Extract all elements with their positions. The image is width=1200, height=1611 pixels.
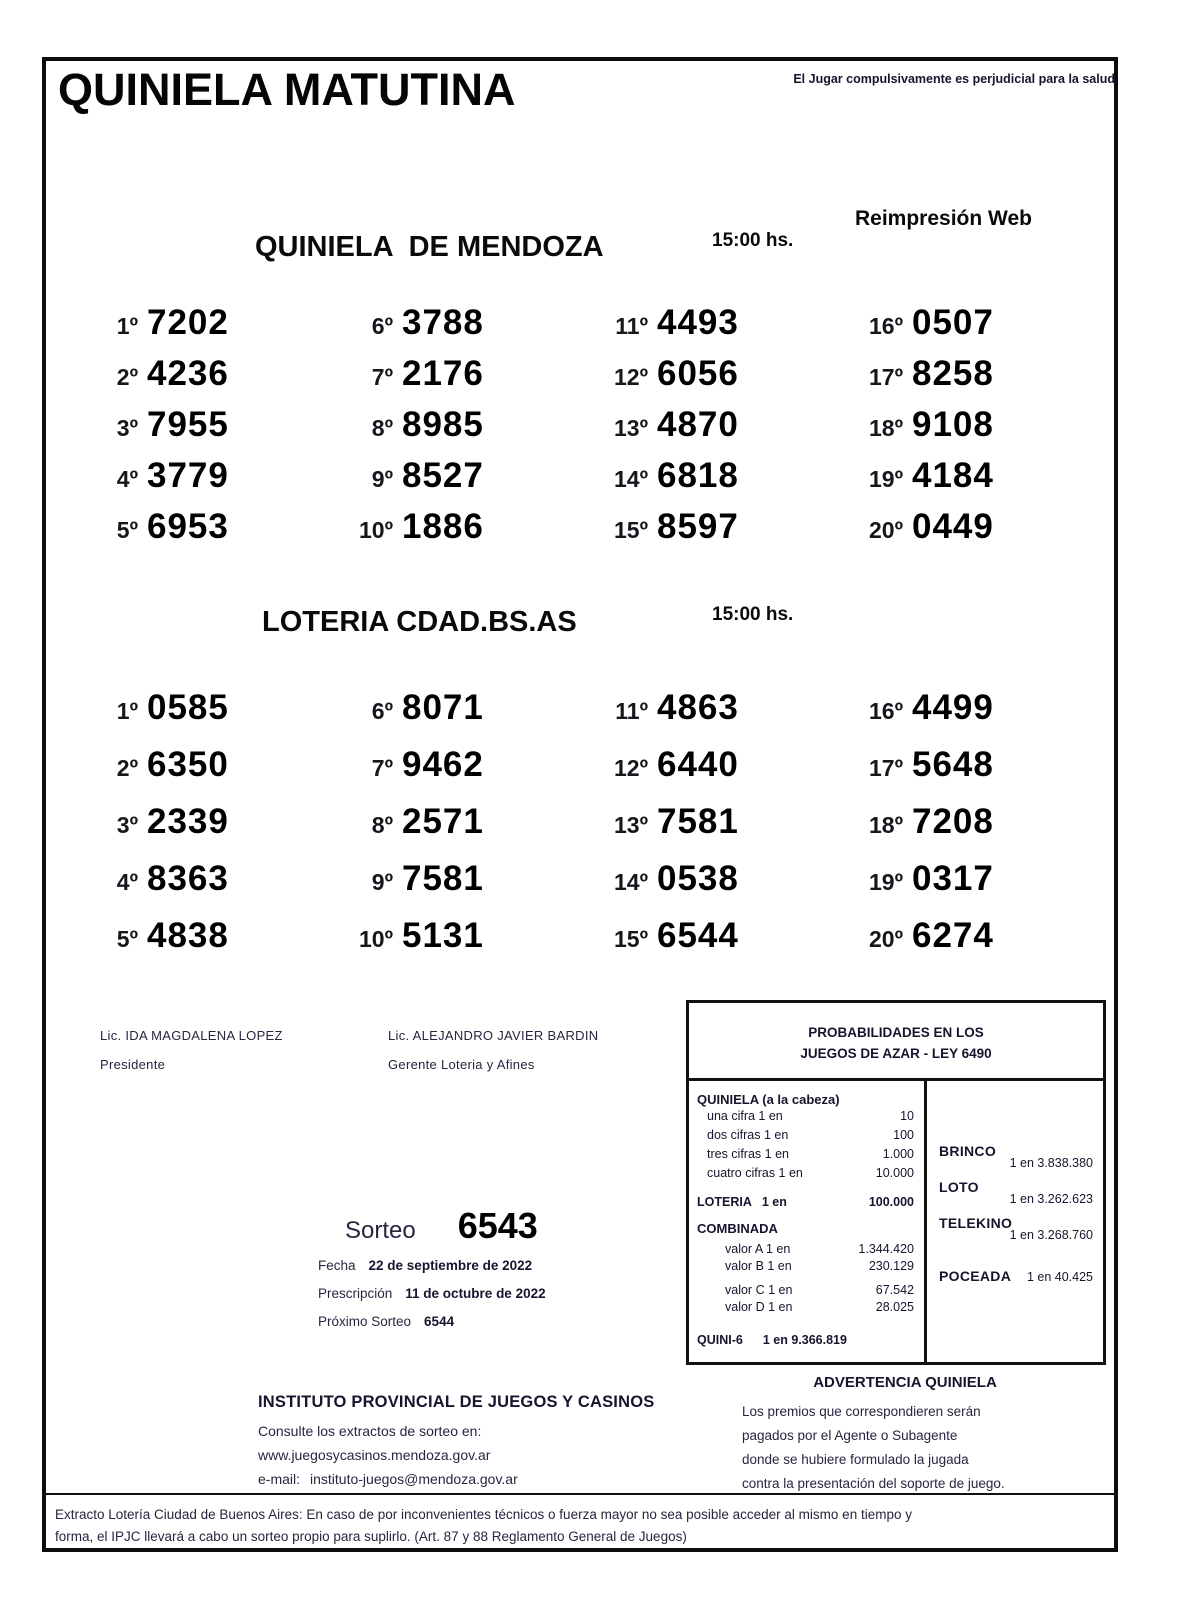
result-cell [847,354,1102,405]
result-position: 17º [869,364,903,390]
advertencia-line: contra la presentación del soporte de juego. [742,1476,1005,1491]
probabilities-left-column [689,1081,927,1362]
odds-value: 10 [900,1109,914,1123]
result-position: 2º [116,364,138,390]
result-position: 13º [614,415,648,441]
footer-divider [46,1493,1114,1495]
result-position: 7º [371,755,393,781]
result-cell [592,507,847,558]
odds-row [697,1145,914,1164]
result-cell [847,916,1102,973]
result-position: 16º [869,698,903,724]
loteria-odds-row [697,1193,914,1212]
section-title-bsas: LOTERIA CDAD.BS.AS [262,606,577,638]
result-position: 4º [116,466,138,492]
result-number: 6953 [147,507,229,546]
result-number: 9108 [912,405,994,444]
result-cell [337,802,592,859]
odds-value: 1 en 40.425 [1026,1270,1093,1284]
odds-label: una cifra 1 en [707,1109,783,1123]
probabilities-right-column [927,1081,1103,1362]
result-cell [337,354,592,405]
odds-value: 100 [893,1128,914,1142]
email-label: e-mail: [258,1471,301,1487]
institute-block [258,1393,654,1491]
result-number: 3779 [147,456,229,495]
result-cell [337,859,592,916]
signatory-name: Lic. ALEJANDRO JAVIER BARDIN [388,1028,599,1043]
result-position: 14º [614,869,648,895]
page-title: QUINIELA MATUTINA [58,64,516,115]
odds-value: 1.000 [882,1147,914,1161]
result-cell [592,802,847,859]
odds-value: 67.542 [875,1283,914,1297]
result-position: 15º [614,517,648,543]
result-number: 6350 [147,745,229,784]
result-position: 18º [869,812,903,838]
odds-label: valor D 1 en [725,1300,793,1314]
result-number: 7202 [147,303,229,342]
result-number: 6544 [657,916,739,955]
result-cell [592,456,847,507]
result-number: 0449 [912,507,994,546]
result-number: 4236 [147,354,229,393]
result-position: 2º [116,755,138,781]
draw-number-row [345,1205,538,1247]
result-position: 12º [614,755,648,781]
sorteo-label: Sorteo [345,1217,416,1244]
result-number: 0317 [912,859,994,898]
result-number: 0538 [657,859,739,898]
email-link[interactable]: instituto-juegos@mendoza.gov.ar [310,1471,518,1487]
result-cell [82,456,337,507]
result-position: 8º [371,415,393,441]
result-number: 6440 [657,745,739,784]
consult-line: Consulte los extractos de sorteo en: [258,1423,482,1439]
odds-label: valor B 1 en [725,1259,792,1273]
result-number: 7581 [402,859,484,898]
result-cell [592,916,847,973]
odds-row [697,1258,914,1275]
result-number: 6818 [657,456,739,495]
signatory-name: Lic. IDA MAGDALENA LOPEZ [100,1028,283,1043]
result-number: 8363 [147,859,229,898]
game-name: POCEADA [939,1268,1012,1284]
result-position: 11º [615,313,648,339]
result-number: 3788 [402,303,484,342]
result-position: 20º [869,926,903,952]
odds-value: 230.129 [868,1259,914,1273]
result-cell [82,354,337,405]
result-cell [82,405,337,456]
probabilities-box [686,1000,1106,1365]
game-name: TELEKINO [939,1215,1013,1231]
result-number: 4863 [657,688,739,727]
odds-label: cuatro cifras 1 en [707,1166,803,1180]
website-link[interactable]: www.juegosycasinos.mendoza.gov.ar [258,1447,491,1463]
result-cell [337,688,592,745]
result-position: 19º [869,869,903,895]
odds-value: 100.000 [868,1195,914,1209]
result-number: 4184 [912,456,994,495]
result-number: 8597 [657,507,739,546]
sorteo-number: 6543 [457,1205,538,1246]
result-cell [337,507,592,558]
result-cell [592,405,847,456]
advertencia-text [742,1400,1005,1496]
probabilities-title-line1: PROBABILIDADES EN LOS [808,1025,984,1040]
result-position: 5º [116,926,138,952]
advertencia-line: Los premios que correspondieren serán [742,1404,981,1419]
web-reprint-label: Reimpresión Web [855,207,1032,230]
result-number: 8071 [402,688,484,727]
advertencia-title: ADVERTENCIA QUINIELA [813,1374,997,1391]
odds-label: LOTERIA 1 en [697,1195,787,1209]
result-cell [82,859,337,916]
draw-date-row [318,1258,532,1273]
health-warning-text: El Jugar compulsivamente es perjudicial para la salud [793,72,1115,86]
result-cell [847,405,1102,456]
result-position: 7º [371,364,393,390]
odds-value: 1 en 9.366.819 [762,1333,847,1347]
result-cell [592,688,847,745]
result-cell [847,303,1102,354]
result-cell [337,303,592,354]
result-cell [847,688,1102,745]
result-cell [82,688,337,745]
probabilities-title [689,1003,1103,1081]
result-cell [337,745,592,802]
prescripcion-label: Prescripción [318,1286,393,1301]
result-number: 2339 [147,802,229,841]
signature-manager [388,1028,598,1072]
result-position: 1º [116,313,138,339]
result-position: 16º [869,313,903,339]
result-position: 17º [869,755,903,781]
result-number: 2176 [402,354,484,393]
result-cell [337,456,592,507]
result-number: 8985 [402,405,484,444]
result-position: 6º [371,698,393,724]
results-grid-mendoza [82,303,1102,558]
result-position: 10º [359,926,393,952]
prescripcion-value: 11 de octubre de 2022 [405,1286,546,1301]
result-number: 7208 [912,802,994,841]
result-number: 9462 [402,745,484,784]
odds-label: QUINI-6 [697,1333,743,1347]
advertencia-line: pagados por el Agente o Subagente [742,1428,958,1443]
probabilities-title-line2: JUEGOS DE AZAR - LEY 6490 [800,1046,992,1061]
footer-line: forma, el IPJC llevará a cabo un sorteo propio para suplirlo. (Art. 87 y 88 Reglamento General de Juegos) [55,1529,687,1544]
odds-value: 28.025 [875,1300,914,1314]
result-position: 11º [615,698,648,724]
result-position: 12º [614,364,648,390]
quiniela-odds-header: QUINIELA (a la cabeza) [697,1092,840,1107]
brinco-odds [939,1143,1093,1170]
odds-row [697,1282,914,1299]
result-number: 6274 [912,916,994,955]
result-cell [82,303,337,354]
odds-value: 1 en 3.838.380 [1009,1156,1093,1170]
result-cell [337,405,592,456]
result-cell [82,916,337,973]
odds-row [697,1241,914,1258]
proximo-label: Próximo Sorteo [318,1314,412,1329]
draw-time-mendoza: 15:00 hs. [712,230,794,251]
result-cell [847,859,1102,916]
result-cell [592,354,847,405]
result-number: 6056 [657,354,739,393]
next-draw-row [318,1314,454,1329]
result-number: 0585 [147,688,229,727]
result-position: 19º [869,466,903,492]
odds-value: 1.344.420 [858,1242,914,1256]
result-cell [82,802,337,859]
odds-label: valor A 1 en [725,1242,791,1256]
odds-row [697,1299,914,1316]
fecha-label: Fecha [318,1258,356,1273]
result-number: 4493 [657,303,739,342]
result-number: 8527 [402,456,484,495]
result-cell [592,745,847,802]
footer-line: Extracto Lotería Ciudad de Buenos Aires: En caso de por inconvenientes técnicos o fuerza mayor no sea posible acceder al mismo en tiempo y [55,1507,912,1522]
result-position: 9º [371,869,393,895]
result-position: 13º [614,812,648,838]
institute-name: INSTITUTO PROVINCIAL DE JUEGOS Y CASINOS [258,1393,655,1411]
odds-row [697,1164,914,1183]
result-position: 5º [116,517,138,543]
result-cell [82,507,337,558]
email-row [258,1467,654,1491]
result-number: 7581 [657,802,739,841]
result-number: 1886 [402,507,484,546]
result-cell [82,745,337,802]
odds-value: 10.000 [875,1166,914,1180]
result-position: 18º [869,415,903,441]
result-position: 8º [371,812,393,838]
result-cell [847,507,1102,558]
odds-row [697,1126,914,1145]
prescription-row [318,1286,546,1301]
odds-label: valor C 1 en [725,1283,793,1297]
result-cell [847,745,1102,802]
game-name: LOTO [939,1179,979,1195]
result-position: 1º [116,698,138,724]
telekino-odds [939,1215,1093,1242]
result-position: 3º [116,415,138,441]
result-number: 5131 [402,916,484,955]
fecha-value: 22 de septiembre de 2022 [368,1258,533,1273]
result-position: 9º [371,466,393,492]
result-position: 15º [614,926,648,952]
advertencia-line: donde se hubiere formulado la jugada [742,1452,969,1467]
result-cell [847,456,1102,507]
quini6-odds-row [697,1333,914,1347]
result-number: 7955 [147,405,229,444]
result-position: 10º [359,517,393,543]
result-number: 4499 [912,688,994,727]
result-number: 4870 [657,405,739,444]
section-title-mendoza: QUINIELA DE MENDOZA [255,231,604,263]
signatory-role: Gerente Loteria y Afines [388,1057,535,1072]
combinada-header: COMBINADA [697,1221,778,1236]
odds-value: 1 en 3.262.623 [1009,1192,1093,1206]
result-position: 6º [371,313,393,339]
odds-row [697,1107,914,1126]
odds-value: 1 en 3.268.760 [1009,1228,1093,1242]
loto-odds [939,1179,1093,1206]
proximo-value: 6544 [424,1314,455,1329]
probabilities-body [689,1081,1103,1362]
result-position: 20º [869,517,903,543]
odds-label: dos cifras 1 en [707,1128,789,1142]
footer-text [55,1504,1115,1548]
odds-label: tres cifras 1 en [707,1147,789,1161]
results-grid-bsas [82,688,1102,973]
result-cell [337,916,592,973]
result-number: 5648 [912,745,994,784]
draw-time-bsas: 15:00 hs. [712,604,794,625]
poceada-odds [939,1268,1093,1284]
result-number: 8258 [912,354,994,393]
result-number: 2571 [402,802,484,841]
result-cell [592,859,847,916]
signatory-role: Presidente [100,1057,166,1072]
result-position: 4º [116,869,138,895]
result-position: 3º [116,812,138,838]
result-cell [592,303,847,354]
result-cell [847,802,1102,859]
game-name: BRINCO [939,1143,997,1159]
result-number: 0507 [912,303,994,342]
result-number: 4838 [147,916,229,955]
result-position: 14º [614,466,648,492]
signature-president [100,1028,283,1072]
